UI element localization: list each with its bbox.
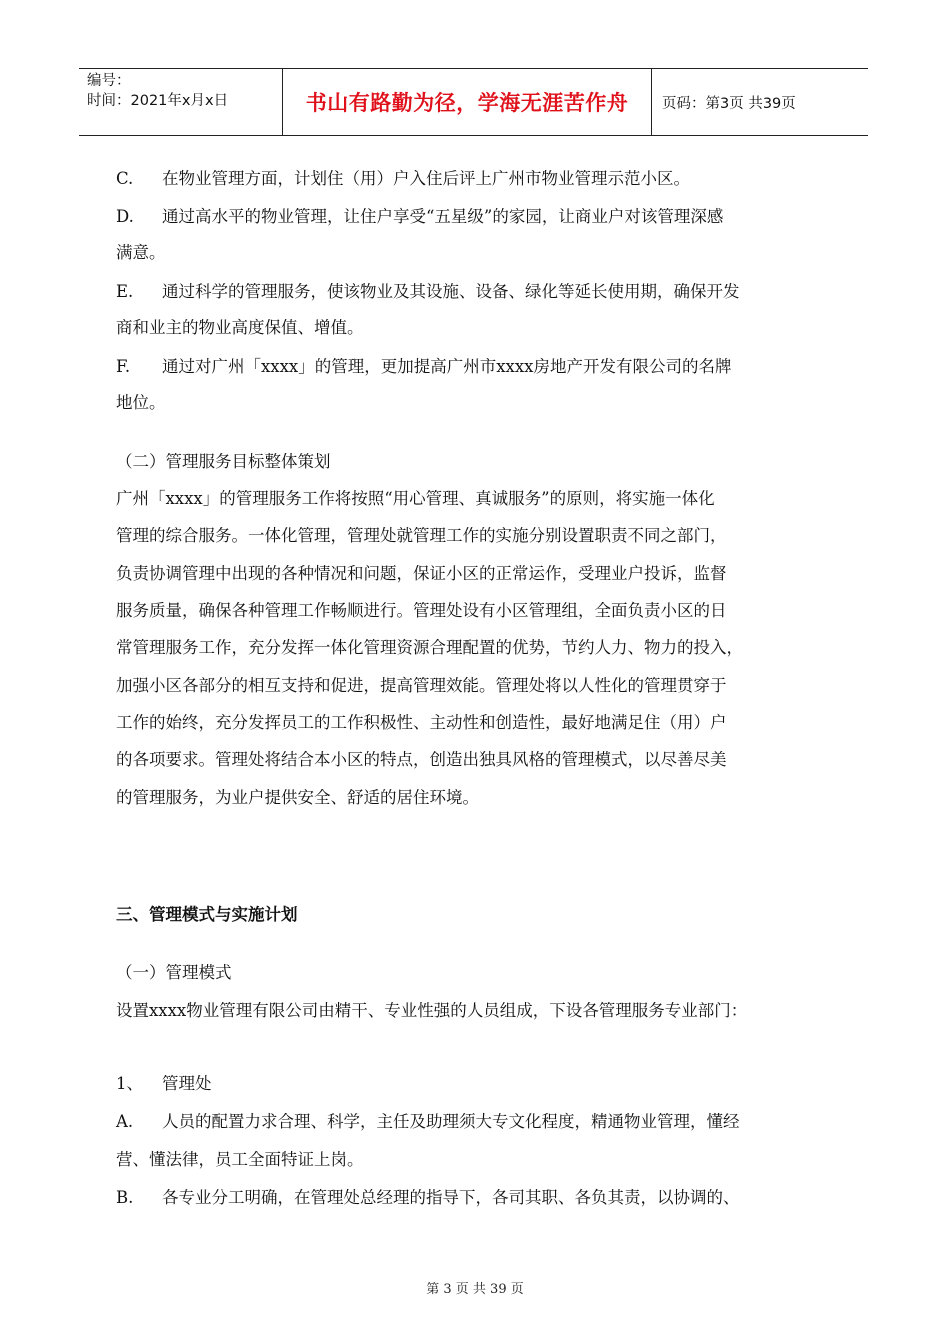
item-b	[116, 1186, 740, 1210]
paragraph-line: 管理的综合服务。一体化管理，管理处就管理工作的实施分别设置职责不同之部门，	[116, 526, 727, 545]
header-motto: 书山有路勤为径，学海无涯苦作舟	[282, 69, 652, 135]
list-item-management-office	[116, 1072, 212, 1096]
item-d	[116, 205, 723, 229]
paragraph-line: 的管理服务，为业户提供安全、舒适的居住环境。	[116, 788, 479, 807]
document-number-label: 编号：	[87, 73, 131, 89]
paragraph-line: 的各项要求。管理处将结合本小区的特点，创造出独具风格的管理模式，以尽善尽美	[116, 750, 727, 769]
paragraph-line: 工作的始终，充分发挥员工的工作积极性、主动性和创造性，最好地满足住（用）户	[116, 713, 727, 732]
item-a-continuation: 营、懂法律，员工全面特证上岗。	[116, 1150, 364, 1169]
paragraph-line: 广州「xxxx」的管理服务工作将按照“用心管理、真诚服务”的原则，将实施一体化	[116, 489, 715, 508]
header-page-number: 页码：第3页 共39页	[662, 95, 796, 112]
list-item-mark: 1、	[116, 1074, 143, 1093]
item-b-text: 各专业分工明确，在管理处总经理的指导下，各司其职、各负其责，以协调的、	[162, 1188, 740, 1207]
item-c-mark: C.	[116, 169, 134, 188]
section-heading: 三、管理模式与实施计划	[116, 905, 298, 924]
item-e-continuation: 商和业主的物业高度保值、增值。	[116, 318, 364, 337]
subheading-service-planning: （二）管理服务目标整体策划	[116, 452, 331, 471]
paragraph-line: 负责协调管理中出现的各种情况和问题，保证小区的正常运作，受理业户投诉，监督	[116, 564, 727, 583]
paragraph-line: 加强小区各部分的相互支持和促进，提高管理效能。管理处将以人性化的管理贯穿于	[116, 676, 727, 695]
item-a-text: 人员的配置力求合理、科学，主任及助理须大专文化程度，精通物业管理，懂经	[162, 1112, 740, 1131]
item-d-continuation: 满意。	[116, 243, 166, 262]
page-footer: 第 3 页 共 39 页	[426, 1282, 524, 1297]
item-c-text: 在物业管理方面，计划住（用）户入住后评上广州市物业管理示范小区。	[162, 169, 690, 188]
paragraph-line: 常管理服务工作，充分发挥一体化管理资源合理配置的优势，节约人力、物力的投入，	[116, 638, 743, 657]
item-f	[116, 355, 731, 379]
list-item-text: 管理处	[162, 1074, 212, 1093]
item-a	[116, 1110, 740, 1134]
item-a-mark: A.	[116, 1112, 134, 1131]
document-time-label: 时间：2021年x月x日	[87, 93, 229, 109]
item-e-text: 通过科学的管理服务，使该物业及其设施、设备、绿化等延长使用期，确保开发	[162, 282, 740, 301]
paragraph-line: 服务质量，确保各种管理工作畅顺进行。管理处设有小区管理组，全面负责小区的日	[116, 601, 727, 620]
item-e-mark: E.	[116, 282, 134, 301]
item-f-continuation: 地位。	[116, 393, 166, 412]
subheading-management-mode: （一）管理模式	[116, 963, 232, 982]
header-meta	[79, 69, 282, 135]
item-d-mark: D.	[116, 207, 134, 226]
item-b-mark: B.	[116, 1188, 134, 1207]
page-header	[79, 68, 868, 136]
item-f-text: 通过对广州「xxxx」的管理，更加提高广州市xxxx房地产开发有限公司的名牌	[162, 357, 732, 376]
item-f-mark: F.	[116, 357, 131, 376]
item-c	[116, 167, 690, 191]
management-mode-text: 设置xxxx物业管理有限公司由精干、专业性强的人员组成，下设各管理服务专业部门：	[116, 1001, 748, 1020]
item-e	[116, 280, 740, 304]
item-d-text: 通过高水平的物业管理，让住户享受“五星级”的家园，让商业户对该管理深感	[162, 207, 724, 226]
